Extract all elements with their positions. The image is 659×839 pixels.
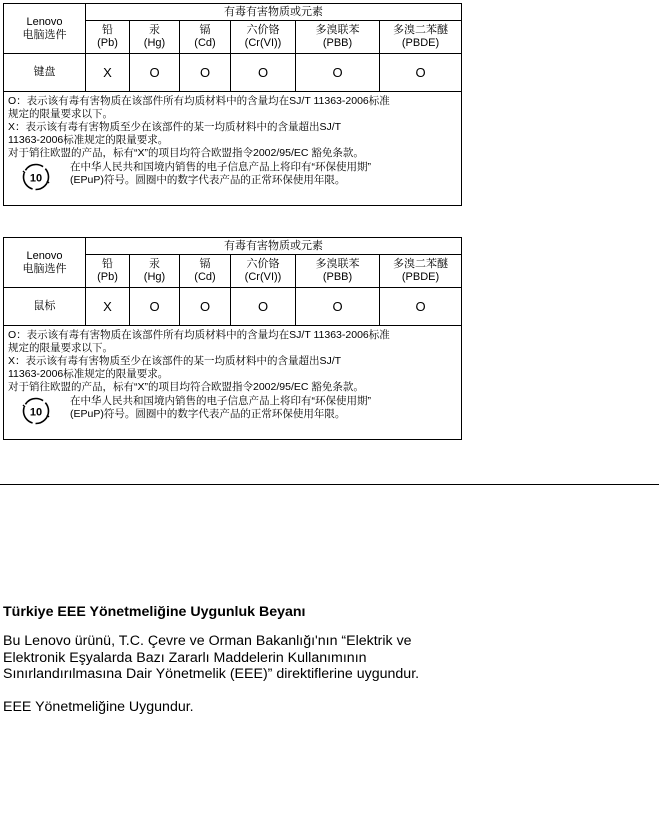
declaration-paragraph (3, 633, 653, 682)
part-name: 键盘 (4, 54, 86, 92)
substance-header: 铅 (Pb) (86, 255, 130, 288)
brand-subtitle: 电脑选件 (22, 262, 67, 275)
paragraph-line: Sınırlandırılmasına Dair Yönetmelik (EEE)” direktiflerine uygundur. (3, 666, 420, 683)
value-cell: X (86, 288, 130, 326)
substance-header: 汞 (Hg) (130, 21, 180, 54)
rohs-table-keyboard (3, 3, 462, 206)
table-row (4, 288, 462, 326)
part-name: 鼠标 (4, 288, 86, 326)
table-title: 有毒有害物质或元素 (86, 238, 462, 255)
substance-header: 多溴二苯醚 (PBDE) (380, 21, 462, 54)
substance-header: 多溴联苯 (PBB) (296, 21, 380, 54)
value-cell: O (231, 54, 296, 92)
note-line: X：表示该有毒有害物质至少在该部件的某一均质材料中的含量超出SJ/T (8, 355, 342, 367)
substance-header: 镉 (Cd) (180, 255, 231, 288)
note-line: O：表示该有毒有害物质在该部件所有均质材料中的含量均在SJ/T 11363-2006标准 (8, 329, 390, 341)
epup-logo-icon (22, 163, 50, 191)
value-cell: O (296, 54, 380, 92)
brand-cell (4, 4, 86, 54)
brand-subtitle: 电脑选件 (22, 28, 67, 41)
epup-line: (EPuP)符号。圆圈中的数字代表产品的正常环保使用年限。 (70, 174, 346, 186)
notes-cell (4, 92, 462, 206)
notes-cell (4, 326, 462, 440)
paragraph-line: Bu Lenovo ürünü, T.C. Çevre ve Orman Bakanlığı'nın “Elektrik ve (3, 633, 412, 650)
substance-header: 多溴二苯醚 (PBDE) (380, 255, 462, 288)
epup-years: 10 (29, 172, 43, 185)
value-cell: O (296, 288, 380, 326)
brand-name: Lenovo (26, 249, 63, 262)
table-row (4, 54, 462, 92)
substance-header: 汞 (Hg) (130, 255, 180, 288)
substance-header: 六价铬 (Cr(VI)) (231, 255, 296, 288)
value-cell: O (130, 54, 180, 92)
substance-header: 多溴联苯 (PBB) (296, 255, 380, 288)
value-cell: X (86, 54, 130, 92)
note-line: 11363-2006标准规定的限量要求。 (8, 368, 169, 380)
rohs-table-mouse (3, 237, 462, 440)
table-title: 有毒有害物质或元素 (86, 4, 462, 21)
note-line: 规定的限量要求以下。 (8, 342, 113, 354)
epup-line: (EPuP)符号。圆圈中的数字代表产品的正常环保使用年限。 (70, 408, 346, 420)
value-cell: O (380, 288, 462, 326)
epup-line: 在中华人民共和国境内销售的电子信息产品上将印有“环保使用期” (70, 395, 371, 407)
compliance-statement: EEE Yönetmeliğine Uygundur. (3, 698, 194, 715)
paragraph-line: Elektronik Eşyalarda Bazı Zararlı Maddelerin Kullanımının (3, 649, 367, 666)
epup-logo-icon (22, 397, 50, 425)
value-cell: O (231, 288, 296, 326)
brand-cell (4, 238, 86, 288)
note-line: 对于销往欧盟的产品，标有“X”的项目均符合欧盟指令2002/95/EC 豁免条款。 (8, 381, 364, 393)
epup-line: 在中华人民共和国境内销售的电子信息产品上将印有“环保使用期” (70, 161, 371, 173)
value-cell: O (130, 288, 180, 326)
section-divider (0, 484, 659, 485)
substance-header: 镉 (Cd) (180, 21, 231, 54)
note-line: X：表示该有毒有害物质至少在该部件的某一均质材料中的含量超出SJ/T (8, 121, 342, 133)
note-line: 对于销往欧盟的产品，标有“X”的项目均符合欧盟指令2002/95/EC 豁免条款。 (8, 147, 364, 159)
brand-name: Lenovo (26, 15, 63, 28)
value-cell: O (180, 288, 231, 326)
substance-header: 铅 (Pb) (86, 21, 130, 54)
note-line: O：表示该有毒有害物质在该部件所有均质材料中的含量均在SJ/T 11363-2006标准 (8, 95, 390, 107)
value-cell: O (180, 54, 231, 92)
note-line: 规定的限量要求以下。 (8, 108, 113, 120)
note-line: 11363-2006标准规定的限量要求。 (8, 134, 169, 146)
section-heading: Türkiye EEE Yönetmeliğine Uygunluk Beyanı (3, 604, 306, 620)
substance-header: 六价铬 (Cr(VI)) (231, 21, 296, 54)
turkey-eee-declaration (3, 604, 653, 731)
value-cell: O (380, 54, 462, 92)
epup-years: 10 (29, 406, 43, 419)
